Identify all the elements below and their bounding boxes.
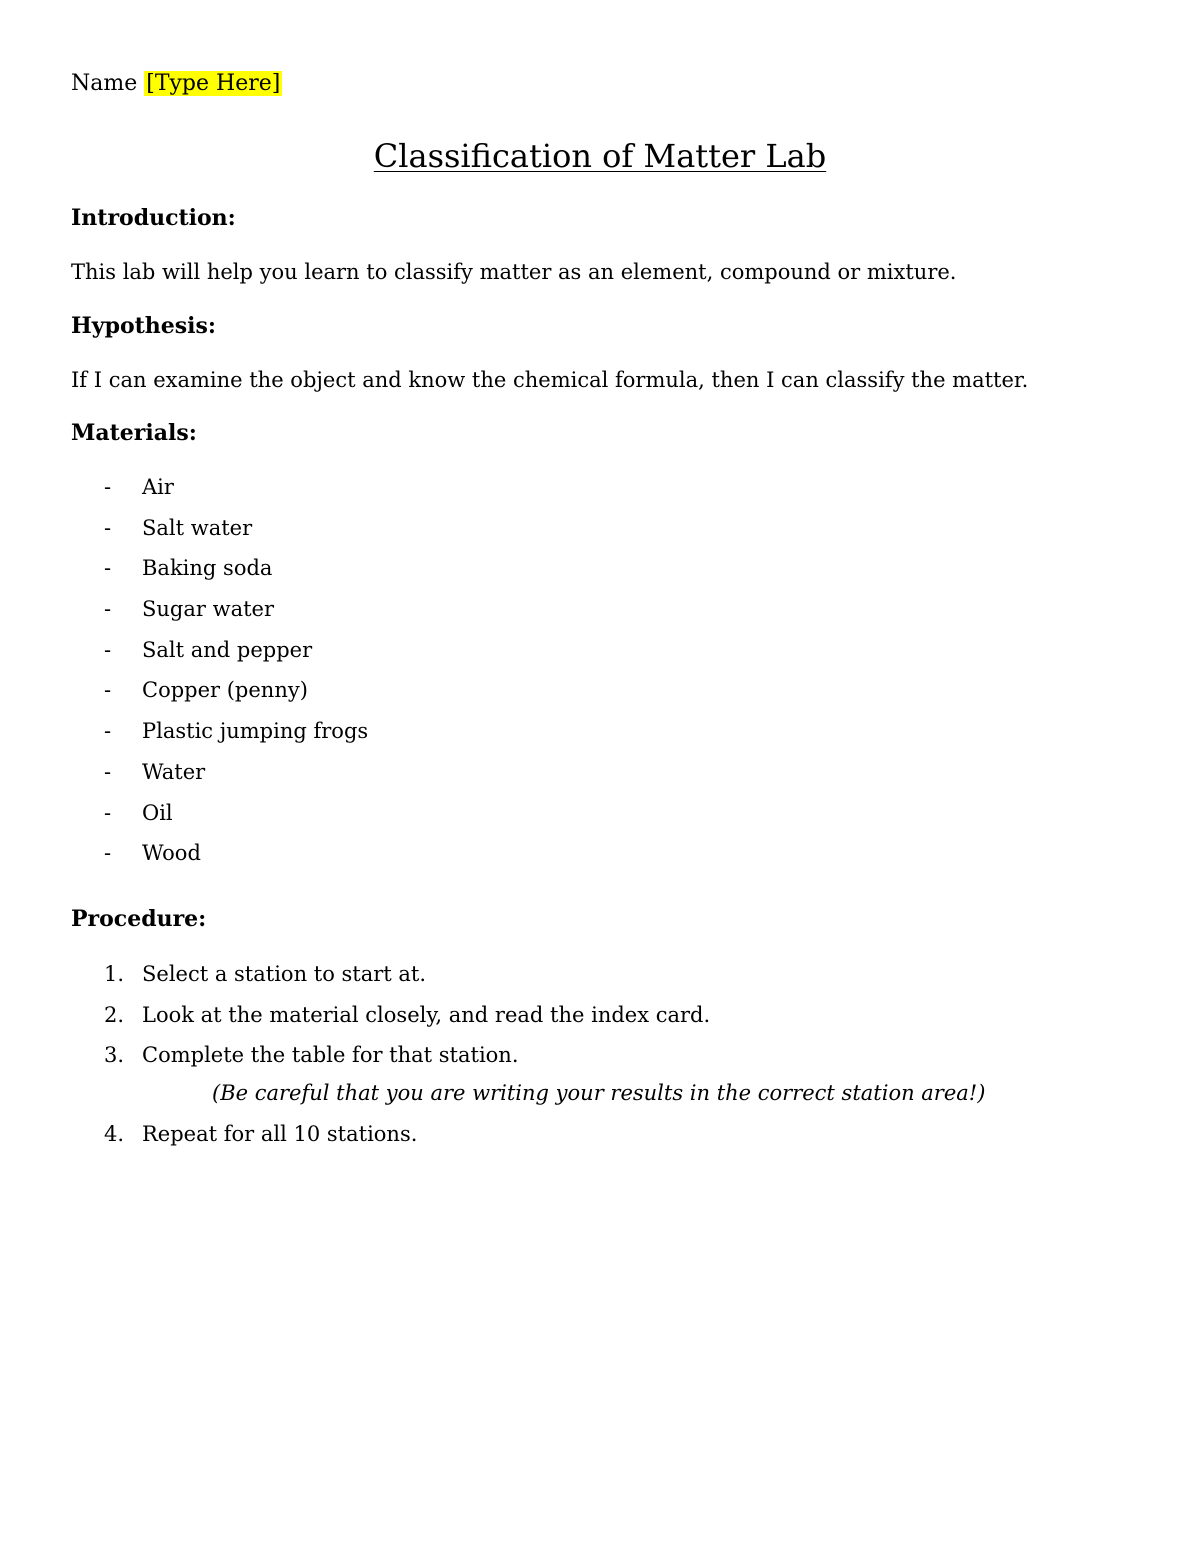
procedure-step xyxy=(0,1120,1200,1161)
materials-heading: Materials: xyxy=(71,420,197,446)
bullet-dash: - xyxy=(104,800,112,825)
hypothesis-heading: Hypothesis: xyxy=(71,313,217,339)
material-item-text: Copper (penny) xyxy=(142,678,308,703)
material-item xyxy=(0,473,1200,514)
material-item xyxy=(0,514,1200,555)
procedure-step xyxy=(0,960,1200,1001)
material-item-text: Plastic jumping frogs xyxy=(142,719,369,744)
material-item xyxy=(0,717,1200,758)
bullet-dash: - xyxy=(104,475,112,499)
material-item-text: Oil xyxy=(142,800,173,825)
introduction-heading: Introduction: xyxy=(71,205,236,231)
material-item xyxy=(0,595,1200,636)
material-item xyxy=(0,636,1200,677)
material-item-text: Wood xyxy=(142,841,201,866)
bullet-dash: - xyxy=(104,759,112,784)
procedure-list-continued xyxy=(0,1120,1200,1161)
bullet-dash: - xyxy=(104,637,112,662)
material-item-text: Air xyxy=(142,475,174,499)
name-label: Name xyxy=(71,71,138,96)
procedure-list xyxy=(0,960,1200,1082)
hypothesis-text: If I can examine the object and know the chemical formula, then I can classify the matter. xyxy=(71,368,1029,392)
procedure-heading: Procedure: xyxy=(71,906,207,932)
material-item-text: Baking soda xyxy=(142,556,273,581)
material-item xyxy=(0,554,1200,595)
material-item-text: Sugar water xyxy=(142,597,274,622)
bullet-dash: - xyxy=(104,597,112,622)
step-number: 1. xyxy=(104,962,125,986)
name-input-field[interactable]: [Type Here] xyxy=(146,71,281,96)
bullet-dash: - xyxy=(104,515,112,540)
material-item-text: Water xyxy=(142,759,206,784)
material-item xyxy=(0,676,1200,717)
bullet-dash: - xyxy=(104,678,112,703)
step-text: Repeat for all 10 stations. xyxy=(142,1122,418,1146)
material-item xyxy=(0,839,1200,880)
material-item xyxy=(0,758,1200,799)
materials-list xyxy=(0,473,1200,880)
bullet-dash: - xyxy=(104,556,112,581)
material-item-text: Salt and pepper xyxy=(142,637,313,662)
step-number: 3. xyxy=(104,1043,125,1068)
page-title-text: Classification of Matter Lab xyxy=(373,137,827,175)
step-text: Select a station to start at. xyxy=(142,962,427,986)
bullet-dash: - xyxy=(104,841,112,866)
material-item-text: Salt water xyxy=(142,515,253,540)
procedure-note: (Be careful that you are writing your results in the correct station area!) xyxy=(212,1081,986,1105)
step-text: Complete the table for that station. xyxy=(142,1043,519,1068)
introduction-text: This lab will help you learn to classify matter as an element, compound or mixture. xyxy=(71,260,957,284)
step-text: Look at the material closely, and read the index card. xyxy=(142,1002,711,1027)
name-line xyxy=(71,70,282,98)
bullet-dash: - xyxy=(104,719,112,744)
step-number: 4. xyxy=(104,1122,125,1146)
step-number: 2. xyxy=(104,1002,125,1027)
material-item xyxy=(0,799,1200,840)
procedure-step xyxy=(0,1001,1200,1042)
page-title xyxy=(0,136,1200,176)
procedure-step xyxy=(0,1041,1200,1082)
